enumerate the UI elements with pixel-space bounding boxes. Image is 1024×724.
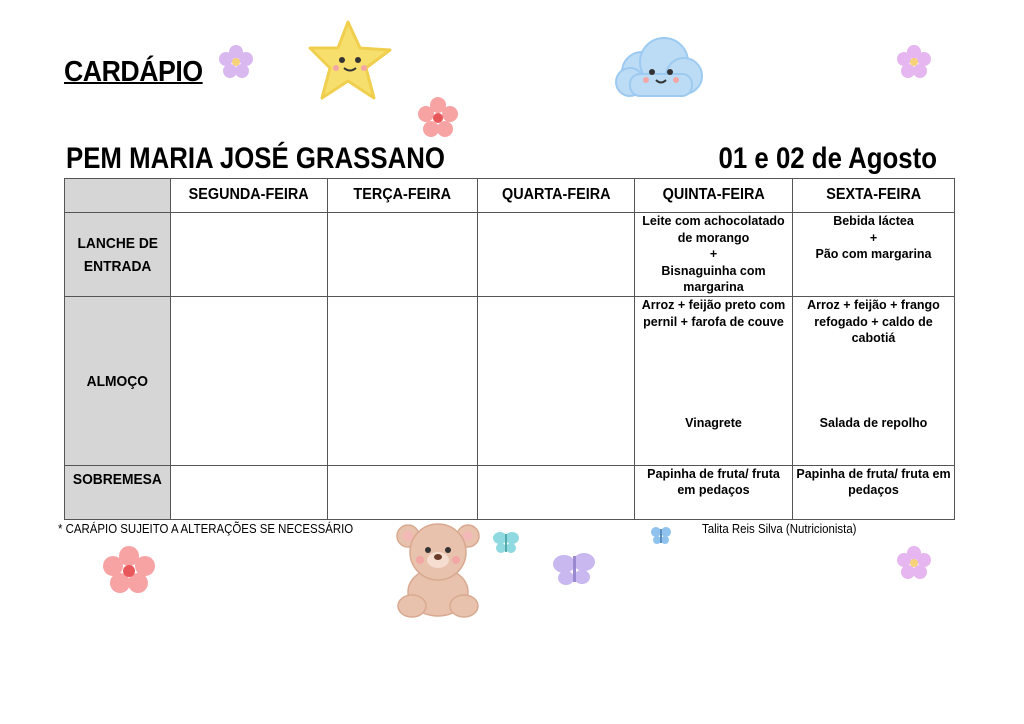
- menu-cell-almoco-sexta: Arroz + feijão + frango refogado + caldo de cabotiá Salada de repolho: [793, 297, 955, 465]
- footer-note: * CARÁPIO SUJEITO A ALTERAÇÕES SE NECESSÁRIO: [58, 521, 354, 536]
- nutritionist-signature: Talita Reis Silva (Nutricionista): [702, 521, 857, 536]
- flower-icon: [100, 545, 158, 595]
- butterfly-icon: [552, 550, 596, 588]
- teddy-bear-icon: [390, 520, 486, 620]
- day-header: QUINTA-FEIRA: [635, 179, 793, 213]
- flower-icon: [896, 44, 932, 80]
- empty-cell: [478, 465, 635, 519]
- day-header: QUARTA-FEIRA: [478, 179, 635, 213]
- table-corner: [65, 179, 171, 213]
- empty-cell: [328, 297, 478, 465]
- butterfly-icon: [492, 530, 520, 556]
- table-row-sobremesa: [65, 465, 955, 519]
- row-label-lanche: LANCHE DE ENTRADA: [65, 213, 171, 297]
- empty-cell: [328, 213, 478, 297]
- row-label-sobremesa: SOBREMESA: [65, 465, 171, 519]
- day-header: TERÇA-FEIRA: [328, 179, 478, 213]
- table-header-row: [65, 179, 955, 213]
- menu-cell-lanche-sexta: Bebida láctea + Pão com margarina: [793, 213, 955, 297]
- empty-cell: [171, 213, 328, 297]
- table-row-almoco: [65, 297, 955, 465]
- empty-cell: [171, 297, 328, 465]
- menu-cell-lanche-quinta: Leite com achocolatado de morango + Bisnaguinha com margarina: [635, 213, 793, 297]
- table-row-lanche: [65, 213, 955, 297]
- flower-icon: [416, 96, 460, 140]
- date-range: 01 e 02 de Agosto: [718, 142, 937, 175]
- butterfly-icon: [650, 526, 672, 546]
- menu-cell-sobremesa-quinta: Papinha de fruta/ fruta em pedaços: [635, 465, 793, 519]
- menu-table: [64, 178, 955, 520]
- menu-cell-sobremesa-sexta: Papinha de fruta/ fruta em pedaços: [793, 465, 955, 519]
- day-header: SEGUNDA-FEIRA: [171, 179, 328, 213]
- empty-cell: [478, 213, 635, 297]
- flower-icon: [896, 545, 932, 581]
- row-label-almoco: ALMOÇO: [65, 297, 171, 465]
- star-icon: [308, 18, 394, 104]
- menu-cell-almoco-quinta: Arroz + feijão preto com pernil + farofa de couve Vinagrete: [635, 297, 793, 465]
- empty-cell: [478, 297, 635, 465]
- empty-cell: [171, 465, 328, 519]
- flower-icon: [218, 44, 254, 80]
- page-title: CARDÁPIO: [64, 56, 203, 88]
- day-header: SEXTA-FEIRA: [793, 179, 955, 213]
- cloud-icon: [612, 34, 708, 104]
- empty-cell: [328, 465, 478, 519]
- school-name: PEM MARIA JOSÉ GRASSANO: [66, 142, 445, 175]
